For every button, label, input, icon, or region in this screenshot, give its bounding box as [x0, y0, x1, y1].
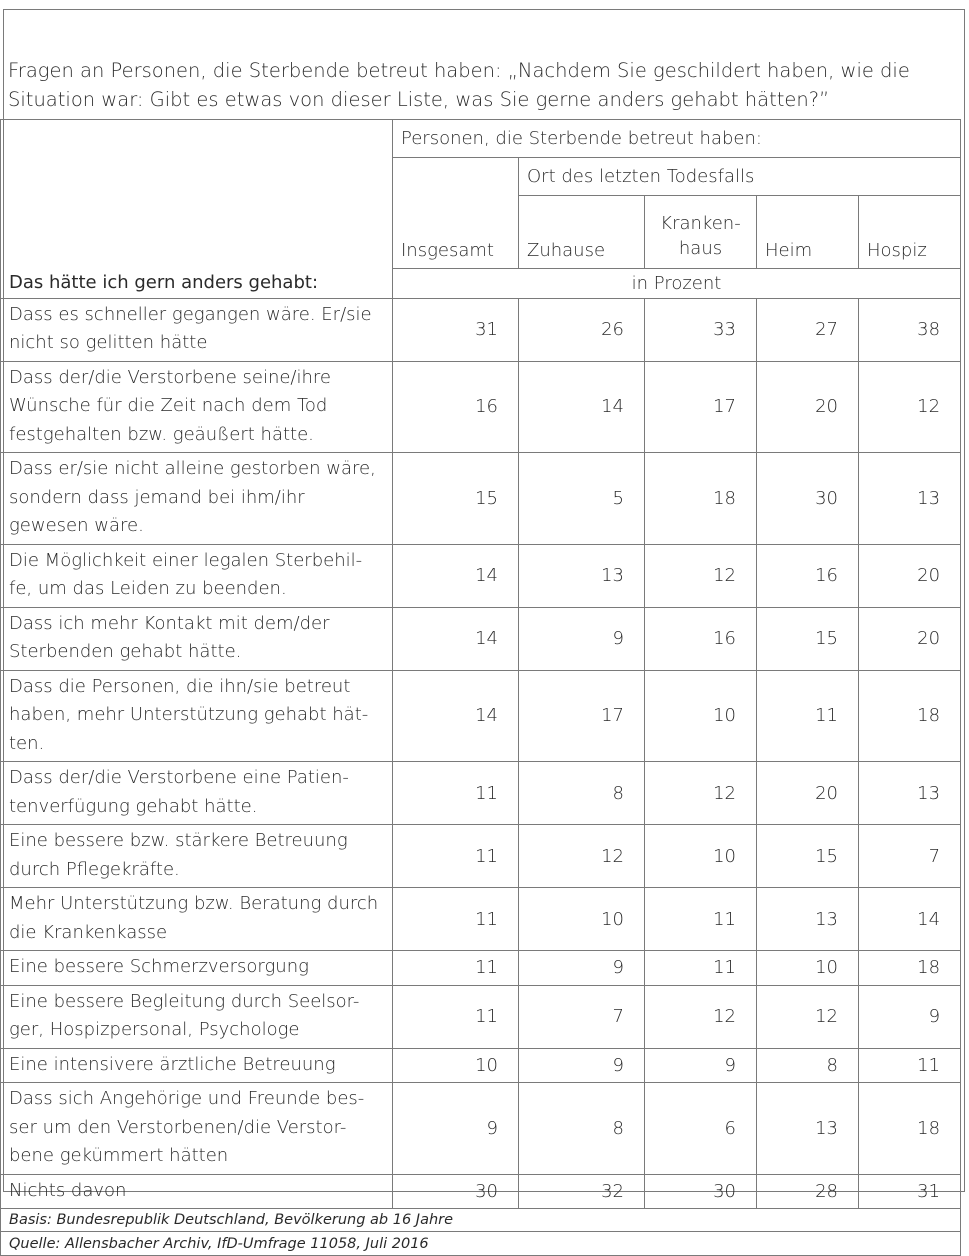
- value-krankenhaus: 10: [645, 825, 757, 888]
- value-hospiz: 18: [859, 670, 961, 762]
- value-hospiz: 20: [859, 544, 961, 607]
- value-zuhause: 14: [519, 361, 645, 453]
- value-hospiz: 9: [859, 985, 961, 1048]
- value-krankenhaus: 12: [645, 985, 757, 1048]
- row-label: Die Möglichkeit einer legalen Sterbehil-fe, um das Leiden zu beenden.: [1, 544, 393, 607]
- row-label: Dass sich Angehörige und Freunde bes-ser um den Verstorbenen/die Verstor-bene gekümmert hätten: [1, 1083, 393, 1175]
- col-header-zuhause: Zuhause: [519, 196, 645, 269]
- value-heim: 8: [757, 1048, 859, 1083]
- value-hospiz: 7: [859, 825, 961, 888]
- row-label: Eine intensivere ärztliche Betreuung: [1, 1048, 393, 1083]
- row-label: Dass der/die Verstorbene seine/ihre Wünsche für die Zeit nach dem Tod festgehalten bzw. geäußert hätte.: [1, 361, 393, 453]
- value-heim: 20: [757, 361, 859, 453]
- value-zuhause: 10: [519, 888, 645, 951]
- value-zuhause: 7: [519, 985, 645, 1048]
- value-zuhause: 9: [519, 607, 645, 670]
- value-zuhause: 8: [519, 762, 645, 825]
- table-row: [1, 825, 961, 888]
- row-label: Mehr Unterstützung bzw. Beratung durch die Krankenkasse: [1, 888, 393, 951]
- value-krankenhaus: 6: [645, 1083, 757, 1175]
- value-insgesamt: 14: [393, 544, 519, 607]
- value-krankenhaus: 12: [645, 544, 757, 607]
- row-label: Eine bessere Begleitung durch Seelsor-ger, Hospizpersonal, Psychologe: [1, 985, 393, 1048]
- table-row: [1, 1083, 961, 1175]
- value-insgesamt: 11: [393, 762, 519, 825]
- value-hospiz: 38: [859, 298, 961, 361]
- value-zuhause: 5: [519, 453, 645, 545]
- col-header-insgesamt: Insgesamt: [393, 158, 519, 269]
- value-krankenhaus: 10: [645, 670, 757, 762]
- value-krankenhaus: 17: [645, 361, 757, 453]
- value-zuhause: 9: [519, 1048, 645, 1083]
- value-krankenhaus: 11: [645, 888, 757, 951]
- value-insgesamt: 14: [393, 670, 519, 762]
- value-insgesamt: 11: [393, 951, 519, 986]
- value-hospiz: 11: [859, 1048, 961, 1083]
- table-row: [1, 544, 961, 607]
- value-hospiz: 12: [859, 361, 961, 453]
- value-zuhause: 13: [519, 544, 645, 607]
- value-insgesamt: 9: [393, 1083, 519, 1175]
- row-header-label: Das hätte ich gern anders gehabt:: [1, 269, 393, 299]
- value-krankenhaus: 11: [645, 951, 757, 986]
- value-insgesamt: 11: [393, 888, 519, 951]
- value-zuhause: 32: [519, 1174, 645, 1209]
- value-insgesamt: 14: [393, 607, 519, 670]
- row-label: Dass es schneller gegangen wäre. Er/sie nicht so gelitten hätte: [1, 298, 393, 361]
- question-title: Fragen an Personen, die Sterbende betreut haben: „Nachdem Sie geschildert haben, wie die Situation war: Gibt es etwas von dieser Liste, was Sie gerne anders gehabt hätten?”: [8, 59, 910, 111]
- table-row: [1, 298, 961, 361]
- value-zuhause: 8: [519, 1083, 645, 1175]
- value-zuhause: 17: [519, 670, 645, 762]
- row-label: Dass er/sie nicht alleine gestorben wäre, sondern dass jemand bei ihm/ihr gewesen wäre.: [1, 453, 393, 545]
- table-row: [1, 453, 961, 545]
- value-hospiz: 18: [859, 1083, 961, 1175]
- value-heim: 15: [757, 825, 859, 888]
- group-label: Personen, die Sterbende betreut haben:: [393, 120, 961, 158]
- value-insgesamt: 30: [393, 1174, 519, 1209]
- value-insgesamt: 16: [393, 361, 519, 453]
- table-row: [1, 607, 961, 670]
- value-insgesamt: 11: [393, 825, 519, 888]
- unit-label: in Prozent: [393, 269, 961, 299]
- table-row: [1, 670, 961, 762]
- value-heim: 28: [757, 1174, 859, 1209]
- row-label: Dass die Personen, die ihn/sie betreut haben, mehr Unterstützung gehabt hät-ten.: [1, 670, 393, 762]
- value-hospiz: 13: [859, 762, 961, 825]
- value-hospiz: 18: [859, 951, 961, 986]
- table-row: [1, 1048, 961, 1083]
- value-hospiz: 14: [859, 888, 961, 951]
- row-label: Eine bessere bzw. stärkere Betreuung durch Pflegekräfte.: [1, 825, 393, 888]
- value-krankenhaus: 16: [645, 607, 757, 670]
- value-hospiz: 13: [859, 453, 961, 545]
- value-hospiz: 20: [859, 607, 961, 670]
- row-header-cell: [1, 120, 393, 269]
- value-insgesamt: 10: [393, 1048, 519, 1083]
- table-row: [1, 762, 961, 825]
- value-insgesamt: 11: [393, 985, 519, 1048]
- table-row: [1, 888, 961, 951]
- table-row: [1, 951, 961, 986]
- subgroup-label: Ort des letzten Todesfalls: [519, 158, 961, 196]
- survey-table: [0, 119, 961, 1256]
- value-heim: 10: [757, 951, 859, 986]
- table-row: [1, 985, 961, 1048]
- value-heim: 12: [757, 985, 859, 1048]
- source-note: Quelle: Allensbacher Archiv, IfD-Umfrage 11058, Juli 2016: [1, 1232, 961, 1256]
- value-krankenhaus: 9: [645, 1048, 757, 1083]
- basis-note: Basis: Bundesrepublik Deutschland, Bevölkerung ab 16 Jahre: [1, 1209, 961, 1232]
- value-heim: 13: [757, 888, 859, 951]
- value-heim: 30: [757, 453, 859, 545]
- value-zuhause: 9: [519, 951, 645, 986]
- value-heim: 20: [757, 762, 859, 825]
- col-header-heim: Heim: [757, 196, 859, 269]
- value-heim: 13: [757, 1083, 859, 1175]
- row-label: Eine bessere Schmerzversorgung: [1, 951, 393, 986]
- row-label: Dass der/die Verstorbene eine Patien-tenverfügung gehabt hätte.: [1, 762, 393, 825]
- value-hospiz: 31: [859, 1174, 961, 1209]
- value-krankenhaus: 33: [645, 298, 757, 361]
- value-heim: 27: [757, 298, 859, 361]
- value-krankenhaus: 30: [645, 1174, 757, 1209]
- value-insgesamt: 15: [393, 453, 519, 545]
- col-header-krankenhaus: Kranken- haus: [645, 196, 757, 269]
- row-label: Nichts davon: [1, 1174, 393, 1209]
- value-heim: 11: [757, 670, 859, 762]
- col-header-hospiz: Hospiz: [859, 196, 961, 269]
- table-row: [1, 1174, 961, 1209]
- value-krankenhaus: 12: [645, 762, 757, 825]
- value-heim: 16: [757, 544, 859, 607]
- value-zuhause: 12: [519, 825, 645, 888]
- row-label: Dass ich mehr Kontakt mit dem/der Sterbenden gehabt hätte.: [1, 607, 393, 670]
- value-insgesamt: 31: [393, 298, 519, 361]
- value-zuhause: 26: [519, 298, 645, 361]
- value-heim: 15: [757, 607, 859, 670]
- table-row: [1, 361, 961, 453]
- value-krankenhaus: 18: [645, 453, 757, 545]
